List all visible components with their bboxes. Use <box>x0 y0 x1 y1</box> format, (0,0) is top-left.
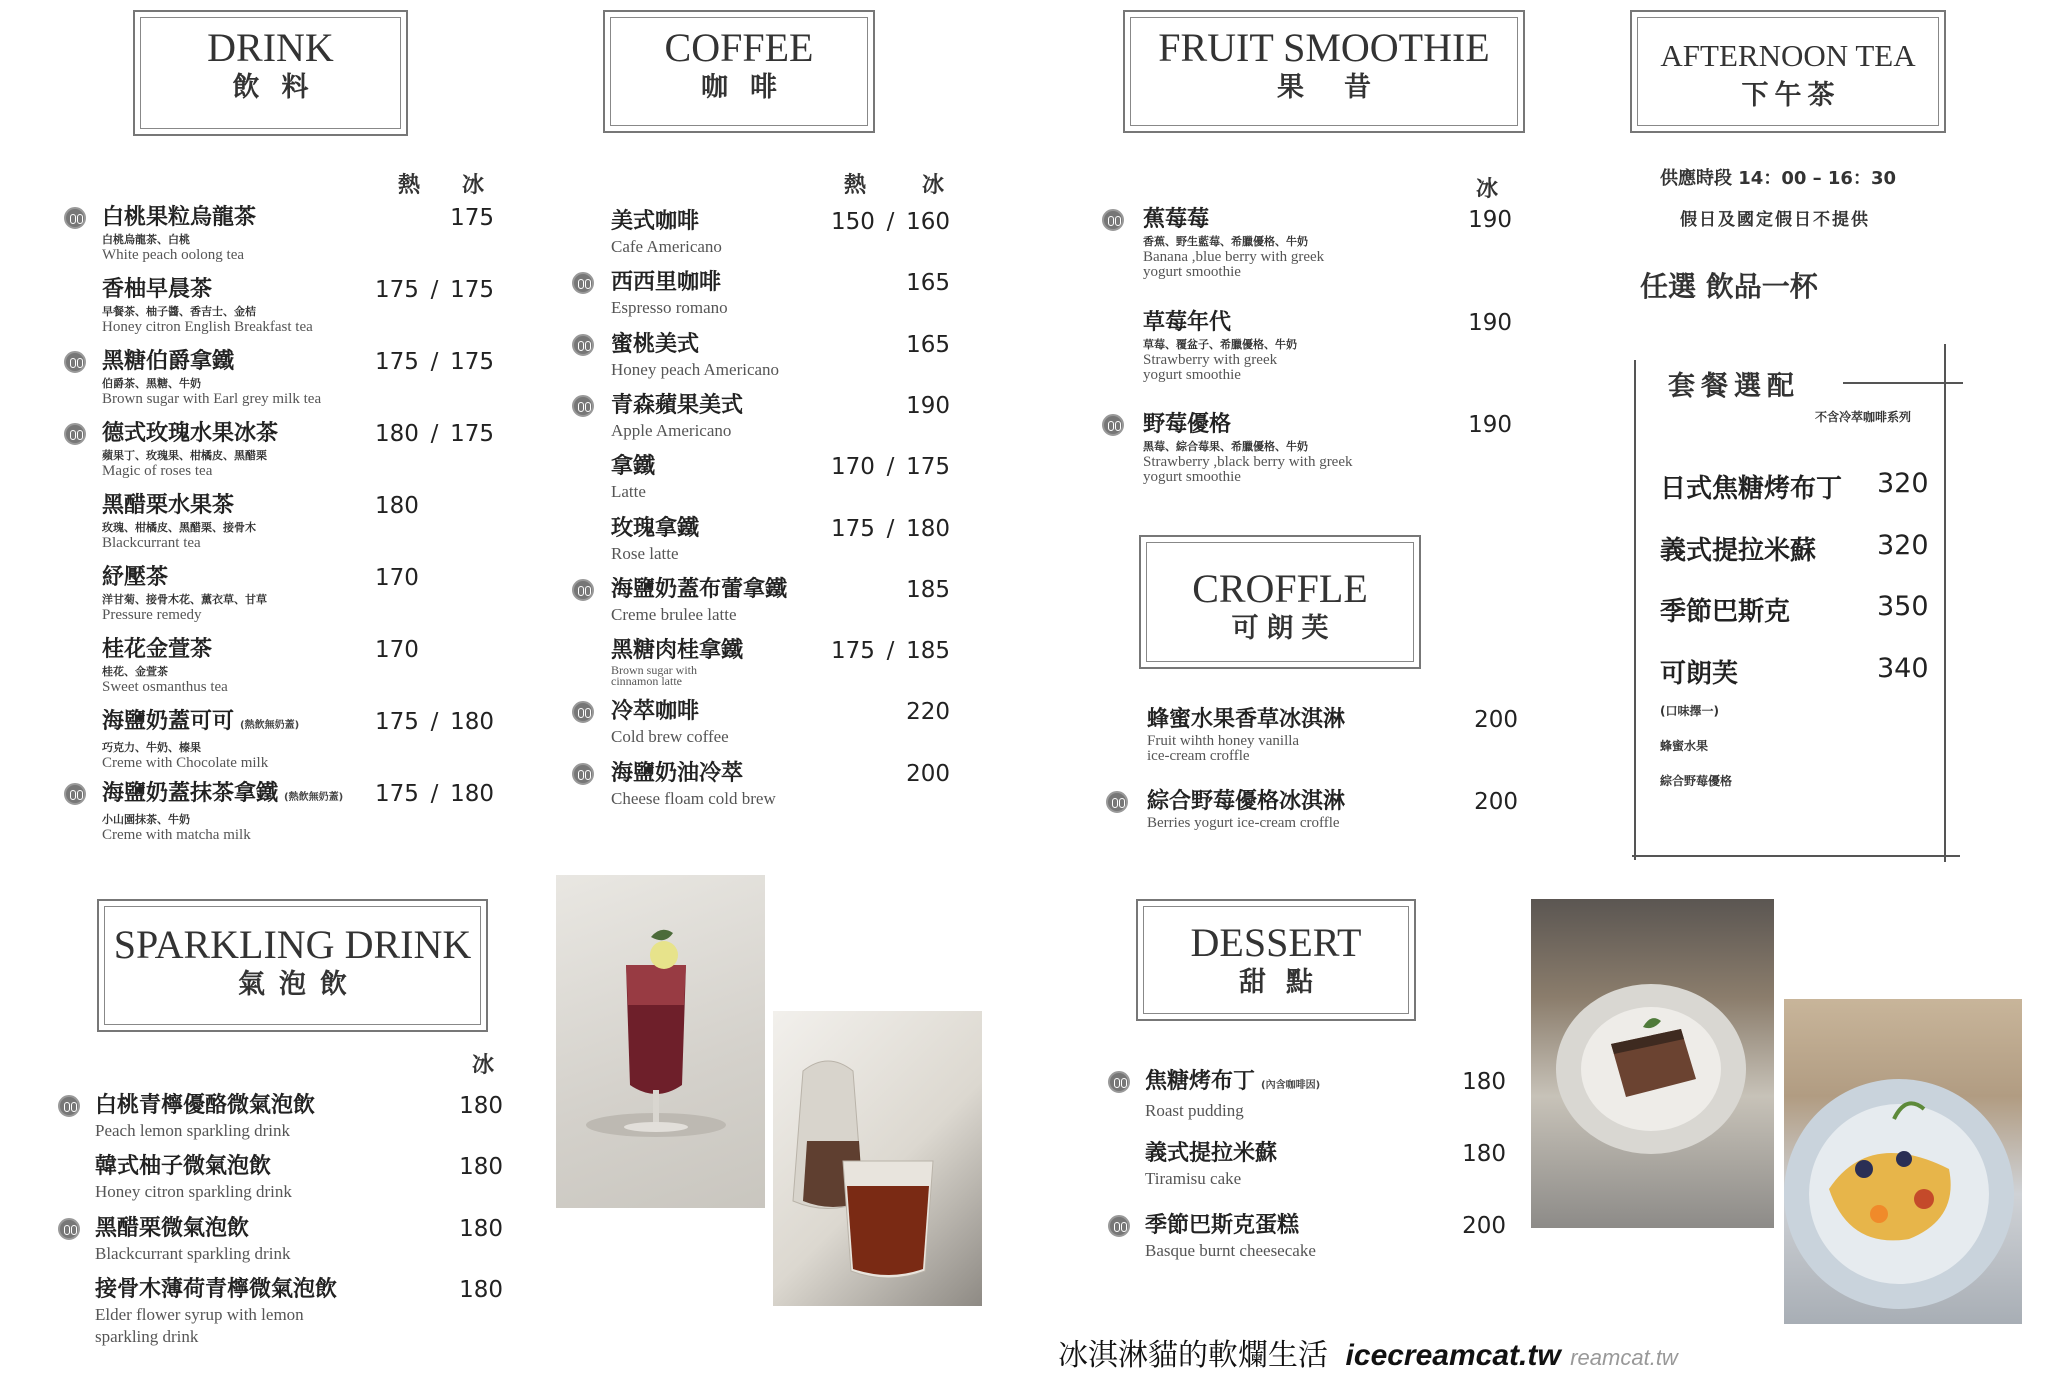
item-name-text: 紓壓茶 <box>102 565 169 590</box>
item-name-text: 黑醋栗微氣泡飲 <box>95 1215 250 1241</box>
set-item-price: 340 <box>1877 652 1929 684</box>
item-name <box>1147 788 1345 816</box>
price-separator: / <box>430 277 439 303</box>
item-name <box>102 204 256 232</box>
price-separator: / <box>430 709 439 735</box>
item-price: 175 <box>450 205 494 231</box>
recommend-badge-icon <box>64 423 86 445</box>
item-english-name: Latte <box>611 482 646 502</box>
recommend-badge-icon <box>1106 791 1128 813</box>
dessert-title-en: DESSERT <box>1190 920 1362 965</box>
item-name <box>611 453 655 481</box>
item-ingredients: 小山園抹茶、牛奶 <box>102 813 190 826</box>
recommend-badge-icon <box>1102 414 1124 436</box>
item-price: 200 <box>1474 789 1518 815</box>
item-name-text: 香柚早晨茶 <box>102 277 213 302</box>
item-price: 220 <box>906 699 950 726</box>
price-ice: 160 <box>906 209 950 235</box>
item-name <box>95 1215 290 1243</box>
coffee-menu-item <box>611 576 787 626</box>
sparkling-menu-item <box>95 1276 337 1348</box>
item-price: 190 <box>906 392 950 419</box>
item-name-text: 韓式柚子微氣泡飲 <box>95 1154 272 1180</box>
item-name <box>102 276 313 304</box>
item-name-text: 蕉莓莓 <box>1143 207 1210 232</box>
item-english-name: Brown sugar with Earl grey milk tea <box>102 391 322 407</box>
item-name <box>611 515 699 543</box>
dessert-title-zh: 甜點 <box>1239 967 1333 998</box>
drink-menu-item <box>102 420 278 479</box>
smoothie-menu-item <box>1143 206 1324 280</box>
recommend-badge-icon <box>572 579 594 601</box>
recommend-badge-icon <box>572 763 594 785</box>
recommend-badge-icon <box>572 272 594 294</box>
price-hot: 175 <box>375 781 419 807</box>
dessert-menu-item <box>1145 1212 1316 1262</box>
item-ingredients: 洋甘菊、接骨木花、薰衣草、甘草 <box>102 593 267 606</box>
item-english-name: Honey citron English Breakfast tea <box>102 319 313 335</box>
item-name-text: 草莓年代 <box>1143 309 1232 335</box>
item-english-name: Blackcurrant tea <box>102 535 201 551</box>
price-separator: / <box>430 781 439 807</box>
item-name-text: 海鹽奶油冷萃 <box>611 760 744 786</box>
coffee-menu-item <box>611 515 699 565</box>
drink-menu-item <box>102 636 228 695</box>
afternoon-tea-drink-choice: 任選 飲品一杯 <box>1640 270 1818 303</box>
item-name <box>611 208 722 236</box>
price-ice: 175 <box>450 277 494 303</box>
item-name-text: 黑糖伯爵拿鐵 <box>102 349 235 374</box>
croffle-header <box>1139 535 1421 669</box>
recommend-badge-icon <box>58 1095 80 1117</box>
sparkling-drink-photo <box>556 875 765 1208</box>
set-box-bottom-line <box>1632 855 1960 857</box>
item-english-name: Strawberry with greek yogurt smoothie <box>1143 351 1278 383</box>
drink-menu-item <box>102 348 321 407</box>
item-name <box>95 1153 292 1181</box>
item-name-text: 青森蘋果美式 <box>611 392 744 418</box>
item-name-text: 海鹽奶蓋抹茶拿鐵 <box>102 781 279 806</box>
item-english-name: Berries yogurt ice-cream croffle <box>1147 815 1340 831</box>
sparkling-title-zh: 氣泡飲 <box>238 969 361 1000</box>
croffle-photo <box>1784 999 2022 1324</box>
recommend-badge-icon <box>64 351 86 373</box>
cold-brew-glass-image <box>773 1011 982 1306</box>
croffle-menu-item <box>1147 788 1345 831</box>
item-name <box>102 708 299 740</box>
price-hot: 175 <box>831 515 875 542</box>
price-hot: 175 <box>375 277 419 303</box>
item-name <box>1147 706 1345 734</box>
item-english-name: White peach oolong tea <box>102 247 245 263</box>
price-hot: 150 <box>831 209 875 235</box>
item-name <box>611 760 776 788</box>
blog-watermark <box>1058 1330 1678 1374</box>
item-ingredients: 巧克力、牛奶、榛果 <box>102 741 201 754</box>
item-ingredients: 玫瑰、柑橘皮、黑醋栗、接骨木 <box>102 521 256 534</box>
item-english-name: Elder flower syrup with lemon sparkling drink <box>95 1304 304 1346</box>
coffee-menu-item <box>611 637 743 687</box>
item-name-text: 拿鐵 <box>611 454 656 480</box>
smoothie-menu-item <box>1143 309 1297 383</box>
blog-name: 冰淇淋貓的軟爛生活 <box>1058 1338 1328 1373</box>
recommend-badge-icon <box>1102 209 1124 231</box>
item-price: 165 <box>906 270 950 297</box>
item-name <box>1143 309 1297 337</box>
item-name-text: 綜合野莓優格冰淇淋 <box>1147 789 1346 814</box>
price-ice: 180 <box>906 515 950 542</box>
coffee-menu-item <box>611 698 729 748</box>
item-english-name: Banana ,blue berry with greek yogurt smoothie <box>1143 249 1325 280</box>
price-ice: 180 <box>450 709 494 735</box>
price-ice: 180 <box>450 781 494 807</box>
item-name-text: 焦糖烤布丁 <box>1145 1069 1256 1094</box>
croffle-menu-item <box>1147 706 1345 764</box>
item-english-name: Peach lemon sparkling drink <box>95 1121 290 1140</box>
item-name-text: 黑醋栗水果茶 <box>102 493 235 518</box>
sparkling-ice-label: 冰 <box>472 1053 495 1078</box>
set-exclusion-note: 不含冷萃咖啡系列 <box>1815 410 1912 424</box>
smoothie-title-zh: 果昔 <box>1277 72 1411 103</box>
item-name <box>102 420 278 448</box>
price-separator: / <box>430 349 439 375</box>
item-english-name: Cold brew coffee <box>611 727 729 747</box>
smoothie-ice-label: 冰 <box>1476 177 1499 202</box>
item-price: 190 <box>1468 412 1512 438</box>
item-name <box>611 698 729 726</box>
item-price: 170 <box>375 565 419 591</box>
item-english-name: Creme with matcha milk <box>102 827 251 843</box>
item-price: 190 <box>1468 309 1512 336</box>
item-name-text: 德式玫瑰水果冰茶 <box>102 421 279 446</box>
item-name <box>95 1092 315 1120</box>
drink-menu-item <box>102 492 256 551</box>
item-name-text: 冷萃咖啡 <box>611 699 700 725</box>
item-price <box>831 637 950 665</box>
item-ingredients: 早餐茶、柚子醬、香吉士、金桔 <box>102 305 256 318</box>
recommend-badge-icon <box>572 334 594 356</box>
item-name <box>611 331 779 359</box>
item-ingredients: 伯爵茶、黑糖、牛奶 <box>102 377 201 390</box>
croffle-plate-image <box>1784 999 2022 1324</box>
recommend-badge-icon <box>1108 1071 1130 1093</box>
item-price: 180 <box>459 1215 503 1242</box>
item-note: (內含咖啡因) <box>1261 1080 1321 1091</box>
recommend-badge-icon <box>64 783 86 805</box>
set-item-name: 可朗芙 <box>1660 658 1739 689</box>
sparkling-menu-item <box>95 1092 315 1142</box>
set-title: 套餐選配 <box>1668 371 1800 402</box>
set-item-price: 350 <box>1877 591 1929 622</box>
set-title-rule <box>1843 382 1963 384</box>
item-name <box>1143 206 1324 234</box>
item-english-name: Strawberry ,black berry with greek yogurt smoothie <box>1143 454 1353 485</box>
dessert-menu-item <box>1145 1140 1277 1190</box>
recommend-badge-icon <box>1108 1215 1130 1237</box>
coffee-menu-item <box>611 392 743 442</box>
price-separator: / <box>886 209 895 235</box>
item-name-text: 黑糖肉桂拿鐵 <box>611 638 744 664</box>
item-price <box>375 708 494 736</box>
item-price: 180 <box>1462 1069 1506 1095</box>
recommend-badge-icon <box>58 1218 80 1240</box>
afternoon-tea-hours: 供應時段 14：00 – 16：30 <box>1660 168 1896 189</box>
item-english-name: Honey peach Americano <box>611 359 780 379</box>
coffee-title-en: COFFEE <box>664 25 814 70</box>
item-english-name: Creme brulee latte <box>611 604 737 624</box>
coffee-hot-label: 熱 <box>844 173 867 198</box>
item-english-name: Cafe Americano <box>611 237 722 256</box>
item-ingredients: 白桃烏龍茶、白桃 <box>102 233 190 246</box>
item-name <box>611 392 743 420</box>
item-english-name: Fruit wihth honey vanilla ice-cream croffle <box>1147 733 1300 764</box>
item-english-name: Blackcurrant sparkling drink <box>95 1243 291 1263</box>
item-name-text: 野莓優格 <box>1143 412 1232 437</box>
drink-menu-item <box>102 708 299 771</box>
item-price <box>375 276 494 304</box>
smoothie-menu-item <box>1143 411 1353 485</box>
item-price: 170 <box>375 637 419 663</box>
set-item-name: 季節巴斯克 <box>1660 597 1791 627</box>
drink-menu-item <box>102 780 343 843</box>
item-english-name: Roast pudding <box>1145 1101 1244 1120</box>
price-ice: 175 <box>906 454 950 481</box>
item-name-text: 桂花金萱茶 <box>102 637 213 662</box>
item-price: 180 <box>459 1154 503 1181</box>
item-price: 165 <box>906 331 950 358</box>
item-name <box>102 636 228 664</box>
recommend-badge-icon <box>572 395 594 417</box>
set-box-right-line <box>1944 344 1946 862</box>
price-hot: 175 <box>831 638 875 665</box>
item-note: (熱飲無奶蓋) <box>240 720 300 731</box>
price-hot: 170 <box>831 454 875 481</box>
item-price <box>831 208 950 236</box>
croffle-option: 綜合野莓優格 <box>1660 774 1733 788</box>
coffee-menu-item <box>611 208 722 258</box>
set-item-price: 320 <box>1877 529 1929 561</box>
item-name-text: 蜂蜜水果香草冰淇淋 <box>1147 707 1346 732</box>
blog-site: icecreamcat.tw <box>1345 1339 1561 1372</box>
item-name-text: 白桃果粒烏龍茶 <box>102 205 257 230</box>
item-english-name: Pressure remedy <box>102 607 202 623</box>
item-note: (熱飲無奶蓋) <box>284 792 344 803</box>
item-price: 180 <box>375 493 419 519</box>
item-name <box>102 780 343 812</box>
item-name <box>1145 1212 1316 1240</box>
croffle-title-en: CROFFLE <box>1192 566 1368 611</box>
price-ice: 175 <box>450 421 494 447</box>
drink-header <box>133 10 408 136</box>
smoothie-title-en: FRUIT SMOOTHIE <box>1158 25 1490 70</box>
item-ingredients: 香蕉、野生藍莓、希臘優格、牛奶 <box>1143 235 1308 248</box>
drink-title-zh: 飲料 <box>232 72 331 103</box>
item-name-text: 接骨木薄荷青檸微氣泡飲 <box>95 1276 338 1302</box>
item-english-name: Rose latte <box>611 543 679 563</box>
item-name <box>611 637 743 665</box>
item-price: 185 <box>906 576 950 603</box>
item-english-name: Apple Americano <box>611 420 732 440</box>
item-english-name: Cheese floam cold brew <box>611 788 776 808</box>
recommend-badge-icon <box>572 701 594 723</box>
afternoon-tea-title-zh: 下午茶 <box>1741 80 1841 111</box>
coffee-menu-item <box>611 269 728 319</box>
drink-menu-item <box>102 564 267 623</box>
item-name-text: 美式咖啡 <box>611 209 700 234</box>
item-name <box>1145 1068 1320 1100</box>
afternoon-tea-title-en: AFTERNOON TEA <box>1660 38 1916 73</box>
smoothie-header <box>1123 10 1525 133</box>
sparkling-glass-image <box>556 875 765 1208</box>
drink-menu-item <box>102 204 256 263</box>
set-item-price: 320 <box>1877 468 1929 499</box>
item-english-name: Brown sugar with cinnamon latte <box>611 663 697 689</box>
coffee-title-zh: 咖啡 <box>701 72 799 103</box>
item-name-text: 季節巴斯克蛋糕 <box>1145 1213 1300 1238</box>
item-name-text: 海鹽奶蓋布蕾拿鐵 <box>611 576 788 602</box>
item-ingredients: 蘋果丁、玫瑰果、柑橘皮、黑醋栗 <box>102 449 267 462</box>
item-name <box>102 492 256 520</box>
sparkling-title-en: SPARKLING DRINK <box>113 922 472 967</box>
coffee-menu-item <box>611 760 776 810</box>
item-price: 190 <box>1468 207 1512 233</box>
price-hot: 175 <box>375 709 419 735</box>
item-name <box>1145 1140 1277 1168</box>
coffee-ice-label: 冰 <box>922 173 945 198</box>
coffee-menu-item <box>611 331 779 381</box>
drink-menu-item <box>102 276 313 335</box>
item-price <box>375 420 494 448</box>
afternoon-tea-holiday-note: 假日及國定假日不提供 <box>1680 210 1870 230</box>
item-name-text: 義式提拉米蘇 <box>1145 1141 1278 1166</box>
item-english-name: Espresso romano <box>611 298 728 318</box>
price-ice: 185 <box>906 638 950 665</box>
item-ingredients: 草莓、覆盆子、希臘優格、牛奶 <box>1143 337 1297 351</box>
set-item-name: 義式提拉米蘇 <box>1660 535 1817 566</box>
price-separator: / <box>886 454 895 481</box>
price-hot: 175 <box>375 349 419 375</box>
item-name <box>1143 411 1353 439</box>
dessert-header <box>1136 899 1416 1021</box>
price-separator: / <box>430 421 439 447</box>
item-price: 200 <box>1462 1213 1506 1239</box>
item-price: 180 <box>459 1093 503 1119</box>
dessert-menu-item <box>1145 1068 1320 1122</box>
item-name-text: 西西里咖啡 <box>611 270 722 296</box>
item-price <box>375 348 494 376</box>
item-price <box>375 780 494 808</box>
price-separator: / <box>886 515 895 542</box>
item-price <box>831 515 950 543</box>
item-price: 180 <box>1462 1141 1506 1167</box>
item-price <box>831 453 950 481</box>
item-english-name: Magic of roses tea <box>102 463 213 479</box>
blog-site-ghost: reamcat.tw <box>1570 1345 1678 1370</box>
set-box-left-line <box>1634 360 1636 860</box>
croffle-option: (口味擇一) <box>1660 704 1719 718</box>
item-name <box>611 576 787 604</box>
item-name-text: 蜜桃美式 <box>611 331 700 357</box>
drink-ice-label: 冰 <box>462 173 485 198</box>
item-name-text: 白桃青檸優酪微氣泡飲 <box>95 1093 316 1118</box>
item-english-name: Basque burnt cheesecake <box>1145 1241 1316 1260</box>
coffee-menu-item <box>611 453 655 503</box>
set-item-name: 日式焦糖烤布丁 <box>1660 474 1843 504</box>
croffle-title-zh: 可朗芙 <box>1231 613 1337 644</box>
item-name-text: 海鹽奶蓋可可 <box>102 709 235 734</box>
item-english-name: Tiramisu cake <box>1145 1169 1242 1188</box>
item-name <box>102 564 267 592</box>
sparkling-header <box>97 899 488 1032</box>
cold-brew-photo <box>773 1011 982 1306</box>
price-separator: / <box>886 638 895 665</box>
item-price: 200 <box>906 760 950 787</box>
item-price: 180 <box>459 1276 503 1303</box>
price-hot: 180 <box>375 421 419 447</box>
item-english-name: Creme with Chocolate milk <box>102 755 269 771</box>
item-ingredients: 桂花、金萱茶 <box>102 665 168 678</box>
item-price: 200 <box>1474 707 1518 733</box>
coffee-header <box>603 10 875 133</box>
tiramisu-photo <box>1531 899 1774 1228</box>
item-name <box>611 269 728 297</box>
sparkling-menu-item <box>95 1215 290 1265</box>
croffle-option: 蜂蜜水果 <box>1660 739 1709 753</box>
afternoon-tea-header <box>1630 10 1946 133</box>
price-ice: 175 <box>450 349 494 375</box>
drink-title-en: DRINK <box>207 25 334 70</box>
item-english-name: Honey citron sparkling drink <box>95 1182 292 1202</box>
item-english-name: Sweet osmanthus tea <box>102 679 228 695</box>
drink-hot-label: 熱 <box>398 173 421 198</box>
item-ingredients: 黑莓、綜合莓果、希臘優格、牛奶 <box>1143 440 1308 453</box>
tiramisu-plate-image <box>1531 899 1774 1228</box>
item-name-text: 玫瑰拿鐵 <box>611 515 700 541</box>
sparkling-menu-item <box>95 1153 292 1203</box>
recommend-badge-icon <box>64 207 86 229</box>
item-name <box>95 1276 337 1304</box>
item-name <box>102 348 321 376</box>
